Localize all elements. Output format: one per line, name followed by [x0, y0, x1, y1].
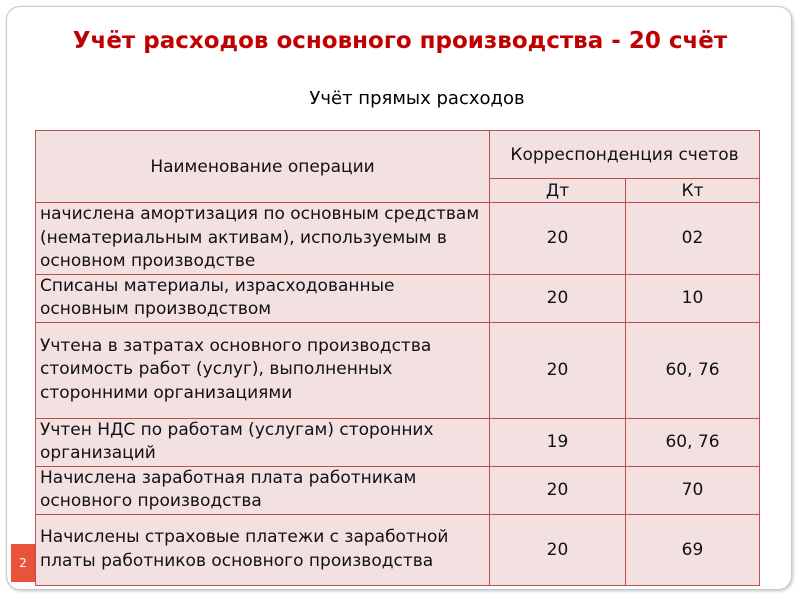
slide-subtitle: Учёт прямых расходов: [309, 88, 525, 109]
header-credit: Кт: [626, 179, 760, 203]
operation-cell: Учтена в затратах основного производства стоимость работ (услуг), выполненных сторонними организациями: [36, 322, 490, 418]
table-row: [36, 418, 760, 466]
slide-title: Учёт расходов основного производства - 20 счёт: [72, 28, 728, 54]
debit-cell: 20: [490, 322, 626, 418]
debit-cell: 20: [490, 466, 626, 514]
credit-cell: 60, 76: [626, 418, 760, 466]
credit-cell: 02: [626, 203, 760, 275]
table-row: [36, 203, 760, 275]
operation-cell: Начислена заработная плата работникам основного производства: [36, 466, 490, 514]
table-row: [36, 322, 760, 418]
table-row: [36, 274, 760, 322]
header-correspondence: Корреспонденция счетов: [490, 131, 760, 179]
operation-cell: Начислены страховые платежи с заработной платы работников основного производства: [36, 514, 490, 585]
debit-cell: 20: [490, 514, 626, 585]
page-number-badge: 2: [11, 544, 35, 582]
credit-cell: 10: [626, 274, 760, 322]
debit-cell: 20: [490, 203, 626, 275]
table-row: [36, 466, 760, 514]
operations-table: [35, 130, 760, 586]
operation-cell: Учтен НДС по работам (услугам) сторонних организаций: [36, 418, 490, 466]
header-operation: Наименование операции: [36, 131, 490, 203]
credit-cell: 60, 76: [626, 322, 760, 418]
credit-cell: 69: [626, 514, 760, 585]
table-row: [36, 514, 760, 585]
operation-cell: Списаны материалы, израсходованные основным производством: [36, 274, 490, 322]
header-debit: Дт: [490, 179, 626, 203]
credit-cell: 70: [626, 466, 760, 514]
operation-cell: начислена амортизация по основным средствам (нематериальным активам), используемым в основном производстве: [36, 203, 490, 275]
debit-cell: 20: [490, 274, 626, 322]
debit-cell: 19: [490, 418, 626, 466]
